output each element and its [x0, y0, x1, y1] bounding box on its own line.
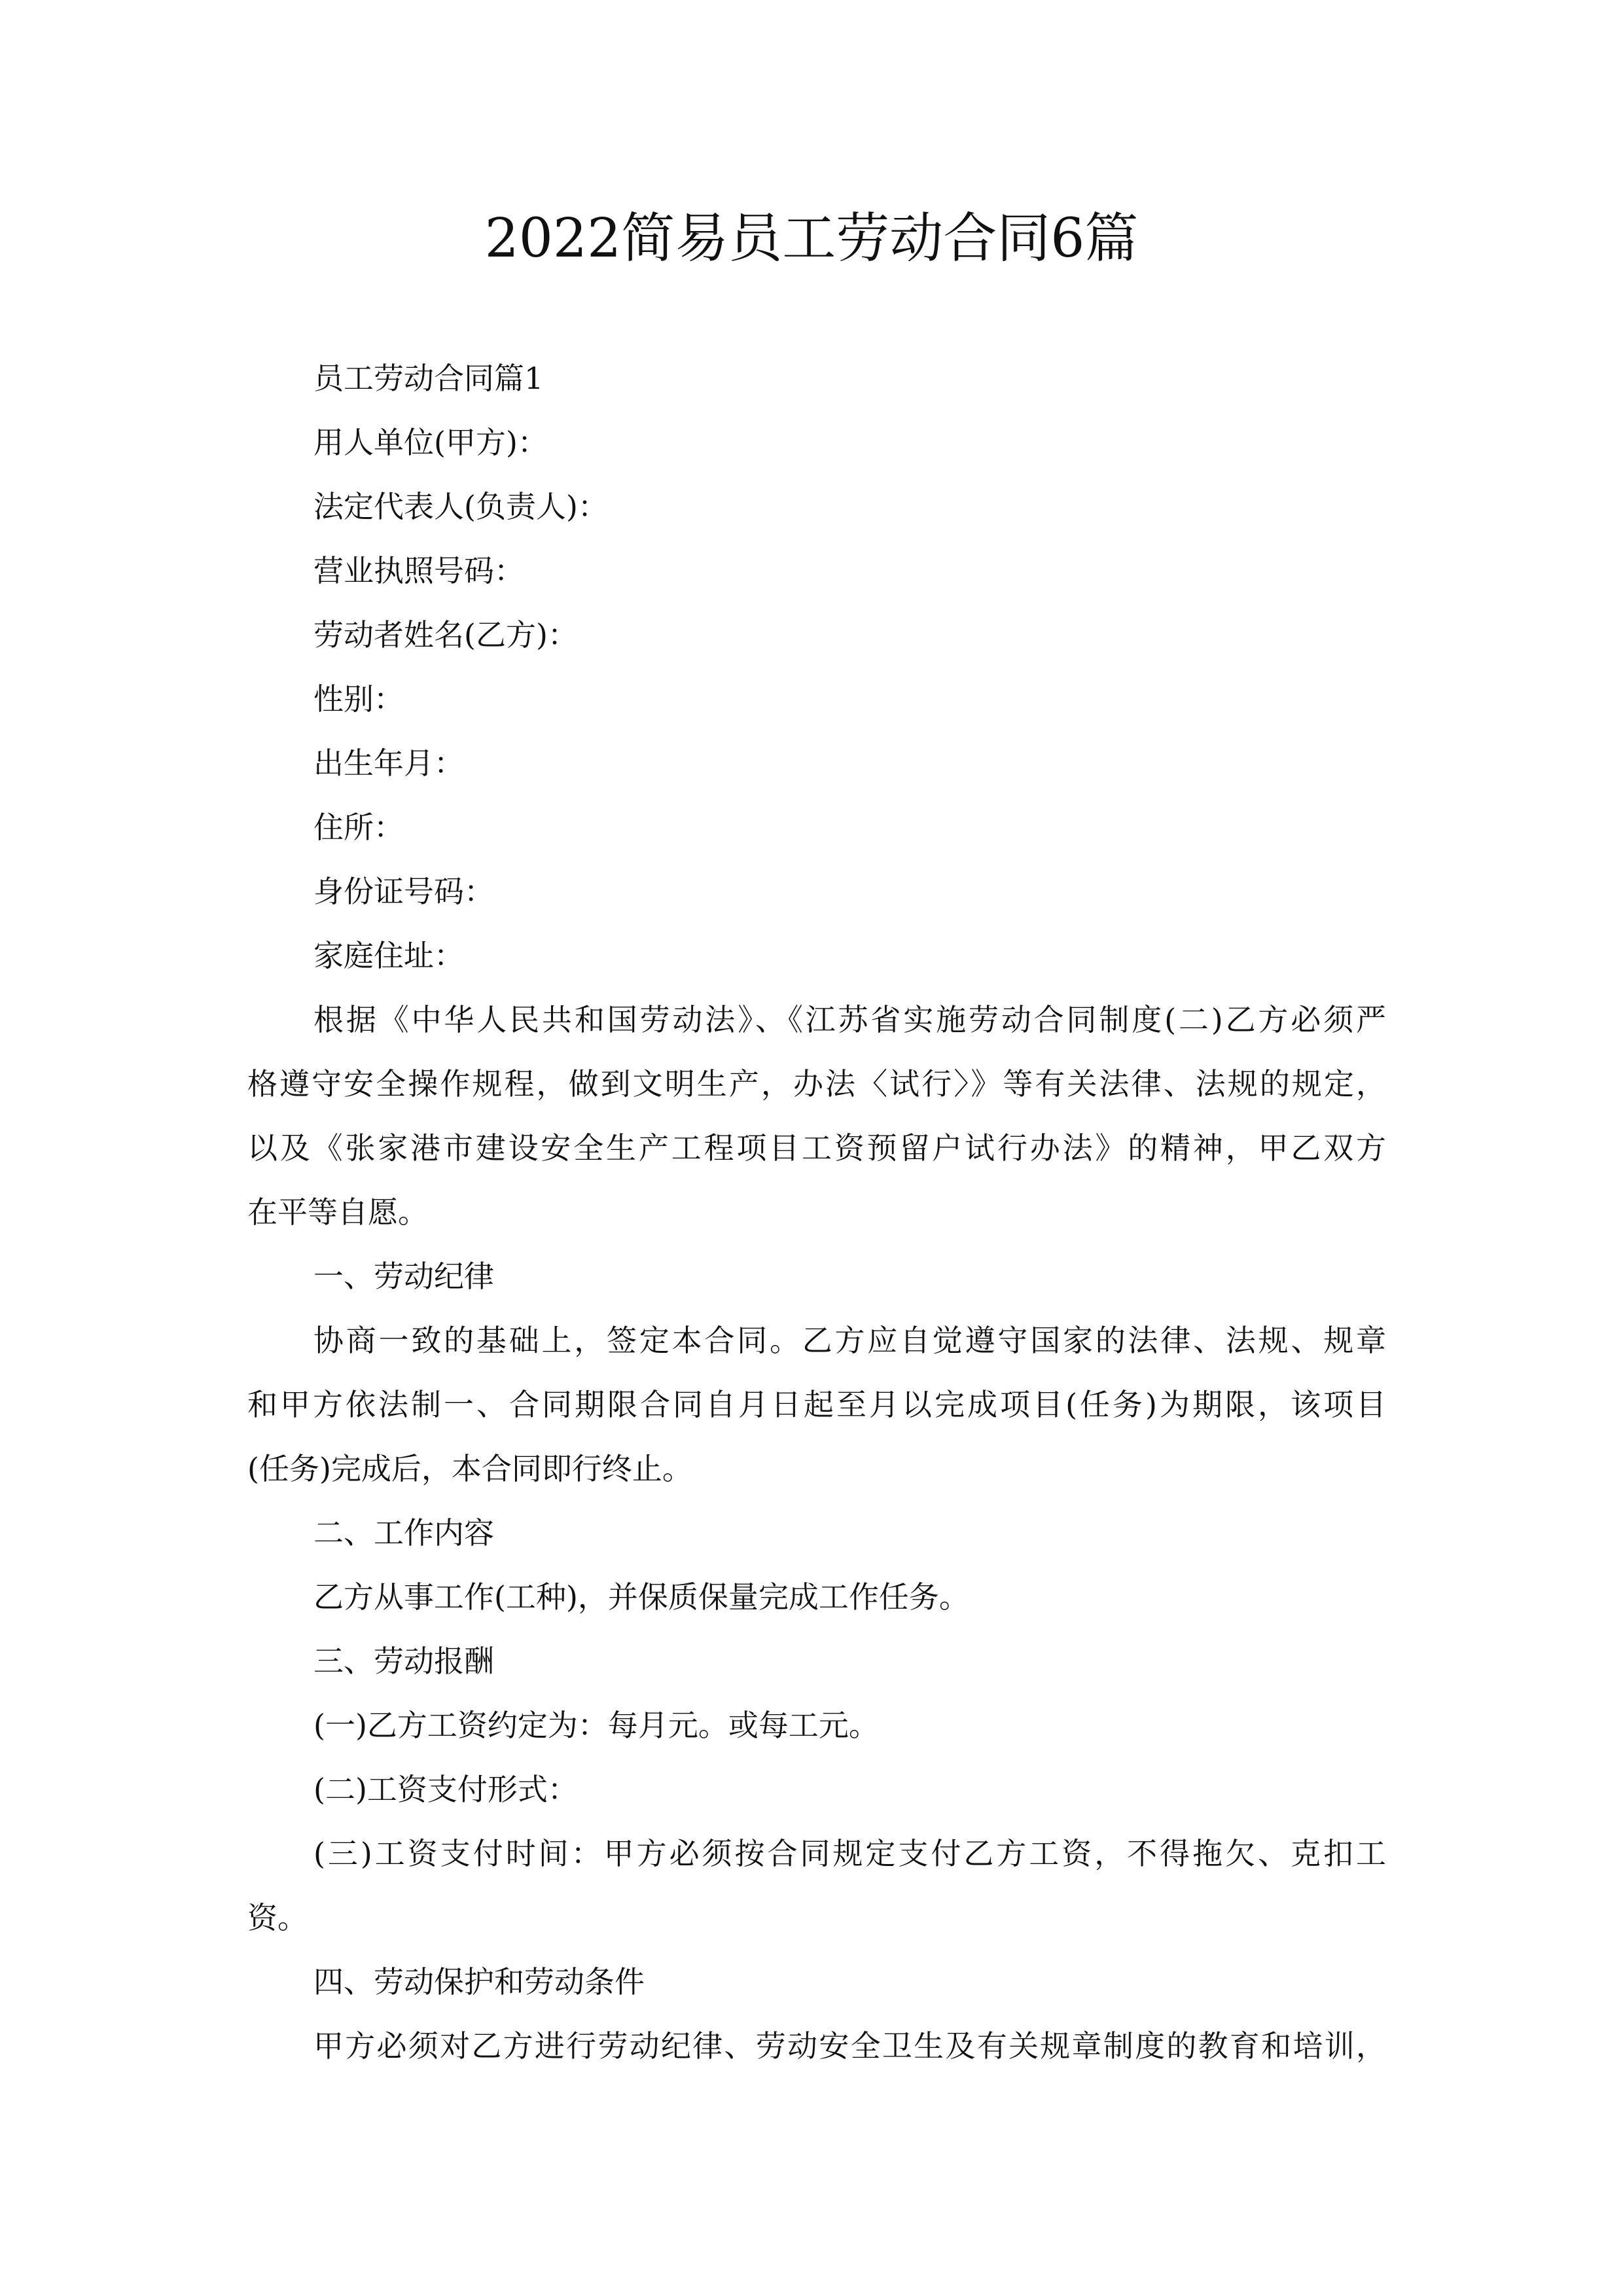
text-line: 法定代表人(负责人)：: [313, 489, 608, 524]
text-line: 资。: [247, 1900, 308, 1935]
text-line: 协商一致的基础上，签定本合同。乙方应自觉遵守国家的法律、法规、规章: [313, 1323, 1386, 1358]
text-line: 身份证号码：: [313, 874, 494, 909]
text-line: (三)工资支付时间：甲方必须按合同规定支付乙方工资，不得拖欠、克扣工: [313, 1836, 1386, 1871]
text-line: 出生年月：: [313, 745, 464, 781]
text-line: 用人单位(甲方)：: [313, 425, 548, 460]
text-line: 营业执照号码：: [313, 553, 524, 588]
text-line: 格遵守安全操作规程，做到文明生产，办法〈试行〉》等有关法律、法规的规定，: [247, 1066, 1386, 1102]
text-line: 根据《中华人民共和国劳动法》、《江苏省实施劳动合同制度(二)乙方必须严: [313, 1002, 1386, 1037]
text-line: 四、劳动保护和劳动条件: [313, 1964, 645, 2000]
text-line: 以及《张家港市建设安全生产工程项目工资预留户试行办法》的精神，甲乙双方: [247, 1130, 1386, 1166]
text-line: 住所：: [313, 810, 404, 845]
text-line: 家庭住址：: [313, 938, 464, 973]
text-line: 劳动者姓名(乙方)：: [313, 617, 578, 653]
text-line: 一、劳动纪律: [313, 1259, 494, 1294]
document-title: 2022简易员工劳动合同6篇: [484, 207, 1139, 270]
text-line: (二)工资支付形式：: [313, 1772, 578, 1807]
text-line: 性别：: [313, 681, 404, 717]
text-line: 乙方从事工作(工种)，并保质保量完成工作任务。: [313, 1579, 969, 1615]
text-line: 和甲方依法制一、合同期限合同自月日起至月以完成项目(任务)为期限，该项目: [247, 1387, 1386, 1422]
document-body: [247, 346, 1386, 2078]
text-line: 员工劳动合同篇1: [313, 361, 544, 396]
text-line: 二、工作内容: [313, 1515, 494, 1551]
text-line: 三、劳动报酬: [313, 1643, 494, 1679]
text-line: (一)乙方工资约定为：每月元。或每工元。: [313, 1708, 879, 1743]
text-line: 甲方必须对乙方进行劳动纪律、劳动安全卫生及有关规章制度的教育和培训，: [313, 2028, 1386, 2064]
text-line: 在平等自愿。: [247, 1194, 428, 1230]
text-line: (任务)完成后，本合同即行终止。: [247, 1451, 692, 1486]
